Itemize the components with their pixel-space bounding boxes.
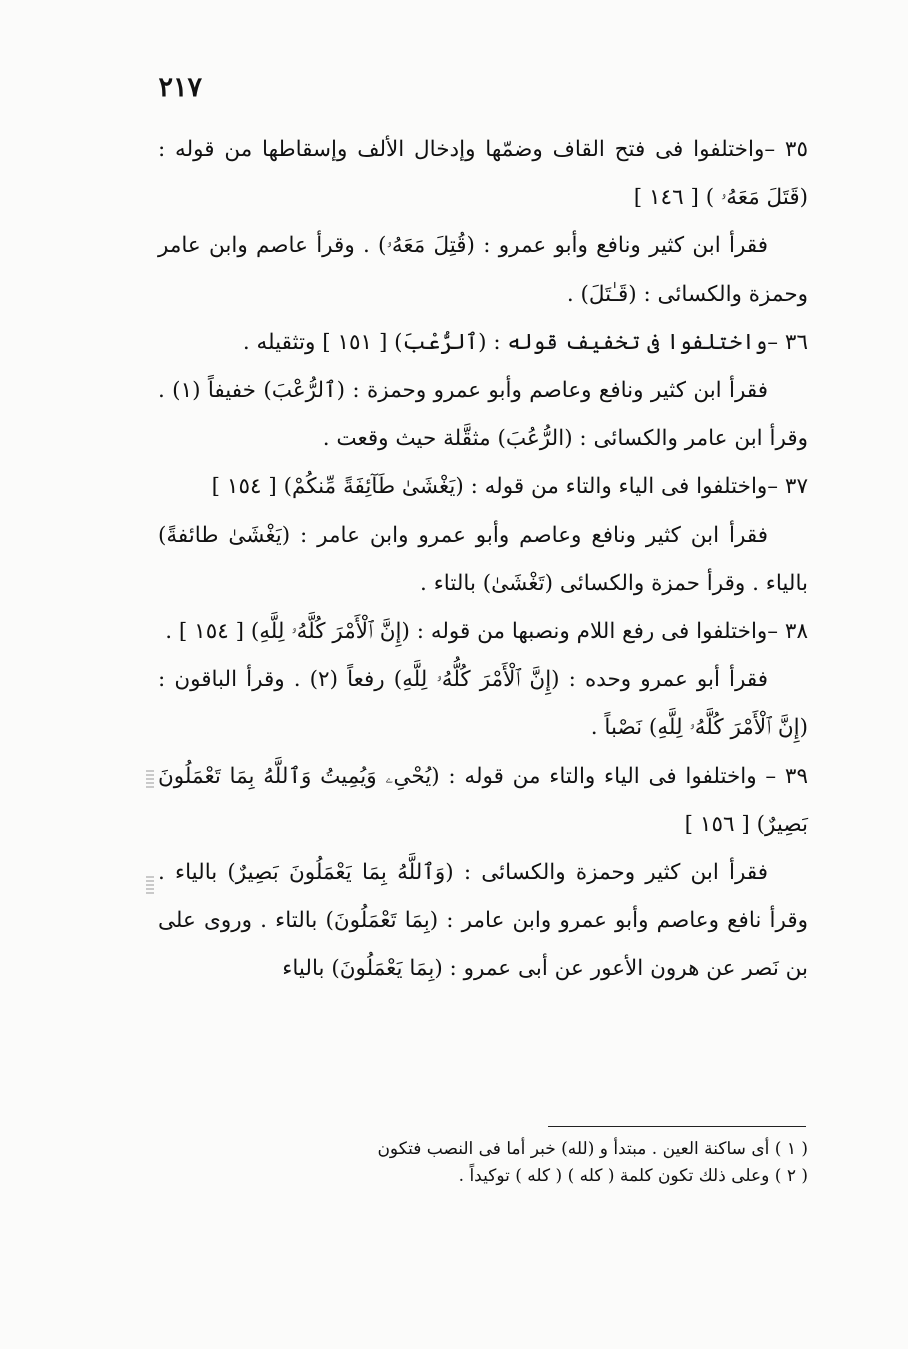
footnote-1: ( ١ ) أى ساكنة العين . مبتدأ و (لله) خبر أما فى النصب فتكون — [377, 1139, 808, 1159]
page-number: ٢١٧ — [158, 72, 202, 103]
footnote-divider — [548, 1126, 806, 1127]
paragraph-38-reading: فقرأ أبو عمرو وحده : (إِنَّ ٱلْأَمْرَ كُلُّهُۥ لِلَّهِ) رفعاً (٢) . وقرأ الباقون : (إِنَّ ٱلْأَمْرَ كُلَّهُۥ لِلَّهِ) نَصْباً . — [158, 667, 808, 741]
paragraph-37: ٣٧ –واختلفوا فى الياء والتاء من قوله : (يَغْشَىٰ طَآئِفَةً مِّنكُمْ) [ ١٥٤ ] — [211, 474, 808, 500]
paragraph-39-reading: فقرأ ابن كثير وحمزة والكسائى : (وَٱللَّهُ بِمَا يَعْمَلُونَ بَصِيرٌ) بالياء . وقرأ نافع وعاصم وأبو عمرو وابن عامر : (بِمَا تَعْمَلُونَ) بالتاء . وروى على بن نَصر عن هرون الأعور عن أبى عمرو : (بِمَا يَعْمَلُونَ) بالياء — [158, 860, 808, 982]
footnote-2: ( ٢ ) وعلى ذلك تكون كلمة ( كله ) ( كله ) توكيداً . — [458, 1166, 808, 1186]
footnotes — [158, 1136, 808, 1190]
scan-edge-mark — [146, 876, 154, 894]
scan-edge-mark — [146, 770, 154, 788]
paragraph-35: ٣٥ –واختلفوا فى فتح القاف وضمّها وإدخال الألف وإسقاطها من قوله : (قَتَلَ مَعَهُۥ ) [ ١٤٦ ] — [158, 137, 808, 211]
paragraph-36-reading: فقرأ ابن كثير ونافع وعاصم وأبو عمرو وحمزة : (ٱلرُّعْبَ) خفيفاً (١) . وقرأ ابن عامر والكسائى : (الرُّعُبَ) مثقَّلة حيث وقعت . — [158, 378, 808, 452]
paragraph-38: ٣٨ –واختلفوا فى رفع اللام ونصبها من قوله : (إِنَّ ٱلْأَمْرَ كُلَّهُۥ لِلَّهِ) [ ١٥٤ ] . — [165, 619, 808, 645]
paragraph-35-reading: فقرأ ابن كثير ونافع وأبو عمرو : (قُتِلَ مَعَهُۥ) . وقرأ عاصم وابن عامر وحمزة والكسائى : (قَـٰتَلَ) . — [158, 233, 808, 307]
main-text — [158, 126, 808, 994]
paragraph-37-reading: فقرأ ابن كثير ونافع وعاصم وأبو عمرو وابن عامر : (يَغْشَىٰ طائفةً) بالياء . وقرأ حمزة والكسائى (تَغْشَىٰ) بالتاء . — [158, 522, 808, 596]
paragraph-36: ٣٦ –واختلفوا فى تخفيف قوله : (ٱلرُّعْبَ) [ ١٥١ ] وتثقيله . — [242, 329, 808, 355]
paragraph-39: ٣٩ – واختلفوا فى الياء والتاء من قوله : (يُحْىِۦ وَيُمِيتُ وَٱللَّهُ بِمَا تَعْمَلُونَ بَصِيرٌ) [ ١٥٦ ] — [158, 763, 808, 837]
